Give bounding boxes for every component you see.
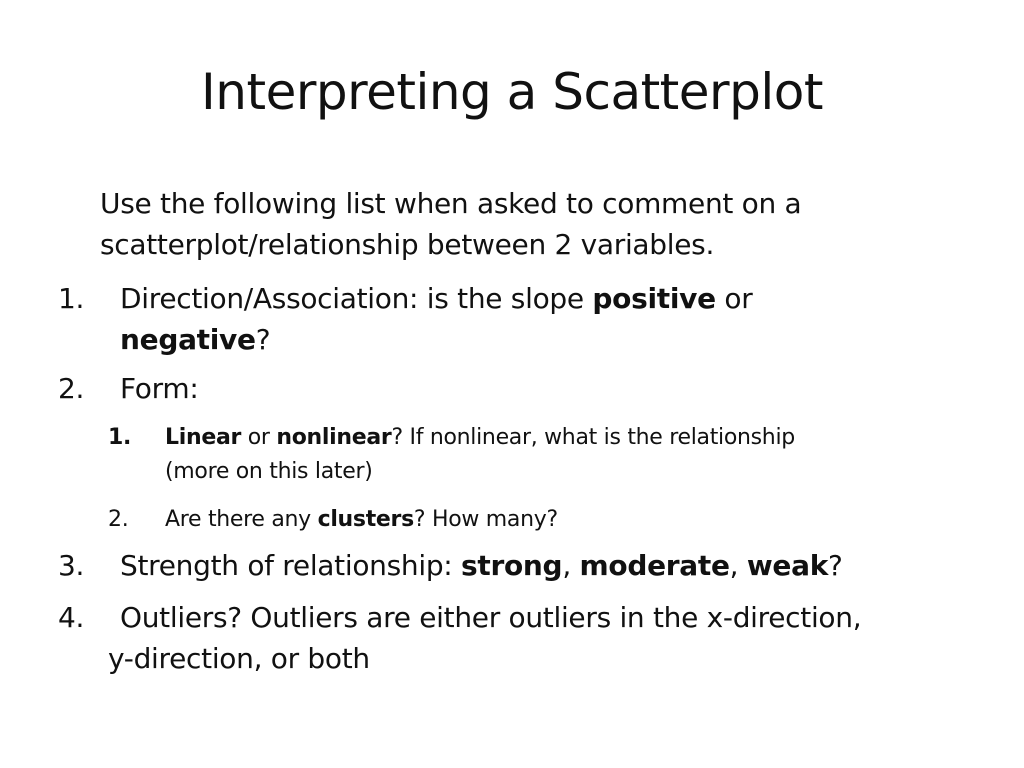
sublist-item-body (165, 503, 985, 537)
item-bold-text: strong (461, 549, 563, 582)
item-text: Direction/Association: is the slope (120, 282, 593, 315)
sublist-number: 2. (108, 507, 129, 532)
item-text: Form: (120, 372, 199, 405)
sublist-number: 1. (108, 425, 132, 450)
item-text: ? (255, 323, 271, 356)
list-item-body (120, 278, 990, 360)
sublist-item-body (165, 421, 985, 489)
list-number: 3. (58, 549, 85, 582)
item-text-line-2: y-direction, or both (108, 642, 370, 675)
intro-line-2: scatterplot/relationship between 2 variables. (100, 228, 715, 261)
intro-line-1: Use the following list when asked to comment on a (100, 187, 802, 220)
list-number: 1. (58, 282, 85, 315)
item-bold-text: Linear (165, 425, 242, 450)
item-text: or (715, 282, 753, 315)
item-text-line-1: Outliers? Outliers are either outliers in the x-direction, (120, 601, 862, 634)
list-number: 2. (58, 372, 85, 405)
item-text: , (729, 549, 747, 582)
item-text: ? How many? (413, 507, 558, 532)
item-text-line-2: (more on this later) (165, 459, 373, 484)
list-item-body (108, 638, 978, 679)
item-bold-text: weak (746, 549, 829, 582)
list-number: 4. (58, 601, 85, 634)
item-bold-text: positive (592, 282, 716, 315)
item-text: ? If nonlinear, what is the relationship (391, 425, 795, 450)
item-bold-text: clusters (317, 507, 414, 532)
item-text: or (241, 425, 277, 450)
intro-text (100, 183, 980, 265)
item-text: Are there any (165, 507, 318, 532)
list-item-body (120, 597, 990, 638)
item-bold-text: nonlinear (276, 425, 392, 450)
item-bold-text: moderate (579, 549, 730, 582)
item-text: , (562, 549, 580, 582)
item-text: ? (828, 549, 843, 582)
list-item-body (120, 545, 990, 586)
list-item-body (120, 368, 990, 409)
item-text: Strength of relationship: (120, 549, 462, 582)
slide-title: Interpreting a Scatterplot (201, 63, 823, 121)
item-bold-text: negative (120, 323, 256, 356)
